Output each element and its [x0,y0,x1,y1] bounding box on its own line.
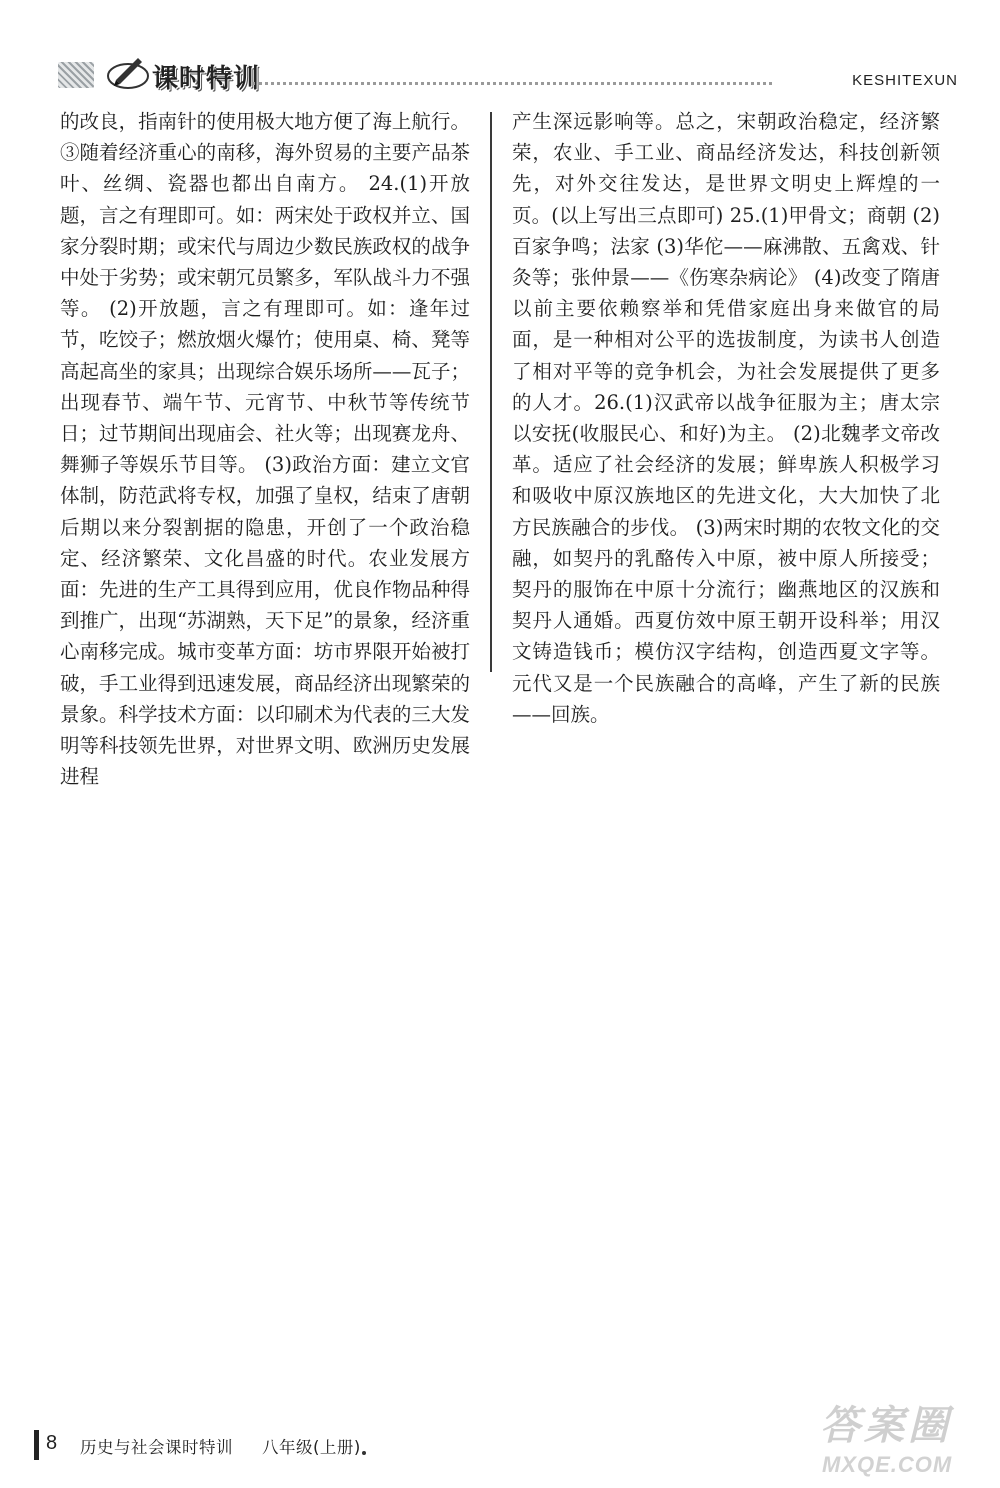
footer-dot [362,1451,366,1455]
answer-column-left: 的改良，指南针的使用极大地方便了海上航行。③随着经济重心的南移，海外贸易的主要产品茶叶、丝绸、瓷器也都出自南方。 24.(1)开放题，言之有理即可。如：两宋处于政权并立、国家分裂时期；或宋代与周边少数民族政权的战争中处于劣势；或宋朝冗员繁多，军队战斗力不强等。 (2)开放题，言之有理即可。如：逢年过节，吃饺子；燃放烟火爆竹；使用桌、椅、凳等高起高坐的家具；出现综合娱乐场所——瓦子；出现春节、端午节、元宵节、中秋节等传统节日；过节期间出现庙会、社火等；出现赛龙舟、舞狮子等娱乐节目等。 (3)政治方面：建立文官体制，防范武将专权，加强了皇权，结束了唐朝后期以来分裂割据的隐患，开创了一个政治稳定、经济繁荣、文化昌盛的时代。农业发展方面：先进的生产工具得到应用，优良作物品种得到推广，出现“苏湖熟，天下足”的景象，经济重心南移完成。城市变革方面：坊市界限开始被打破，手工业得到迅速发展，商品经济出现繁荣的景象。科学技术方面：以印刷术为代表的三大发明等科技领先世界，对世界文明、欧洲历史发展进程 [60,110,470,789]
page-header [0,0,1000,100]
answer-column-right: 产生深远影响等。总之，宋朝政治稳定，经济繁荣，农业、手工业、商品经济发达，科技创新领先，对外交往发达，是世界文明史上辉煌的一页。(以上写出三点即可) 25.(1)甲骨文；商朝 (2)百家争鸣；法家 (3)华佗——麻沸散、五禽戏、针灸等；张仲景——《伤寒杂病论》 (4)改变了隋唐以前主要依赖察举和凭借家庭出身来做官的局面，是一种相对公平的选拔制度，为读书人创造了相对平等的竞争机会，为社会发展提供了更多的人才。26.(1)汉武帝以战争征服为主；唐太宗以安抚(收服民心、和好)为主。 (2)北魏孝文帝改革。适应了社会经济的发展；鲜卑族人积极学习和吸收中原汉族地区的先进文化，大大加快了北方民族融合的步伐。 (3)两宋时期的农牧文化的交融，如契丹的乳酪传入中原，被中原人所接受；契丹的服饰在中原十分流行；幽燕地区的汉族和契丹人通婚。西夏仿效中原王朝开设科举；用汉文铸造钱币；模仿汉字结构，创造西夏文字等。元代又是一个民族融合的高峰，产生了新的民族——回族。 [512,110,940,726]
watermark-logo: 答案圈 [820,1403,952,1449]
column-divider [490,112,492,672]
book-title: 历史与社会课时特训 [80,1438,233,1457]
pen-icon [104,50,154,92]
logo-pattern [58,62,94,88]
brand-title: 课时特训 [152,64,261,94]
header-rule [252,82,772,85]
header-series-name: KESHITEXUN [852,72,958,89]
footer-mark [34,1430,39,1460]
grade-label: 八年级(上册) [262,1438,361,1457]
watermark-url: MXQE.COM [822,1452,953,1477]
page-number: 8 [46,1432,58,1454]
